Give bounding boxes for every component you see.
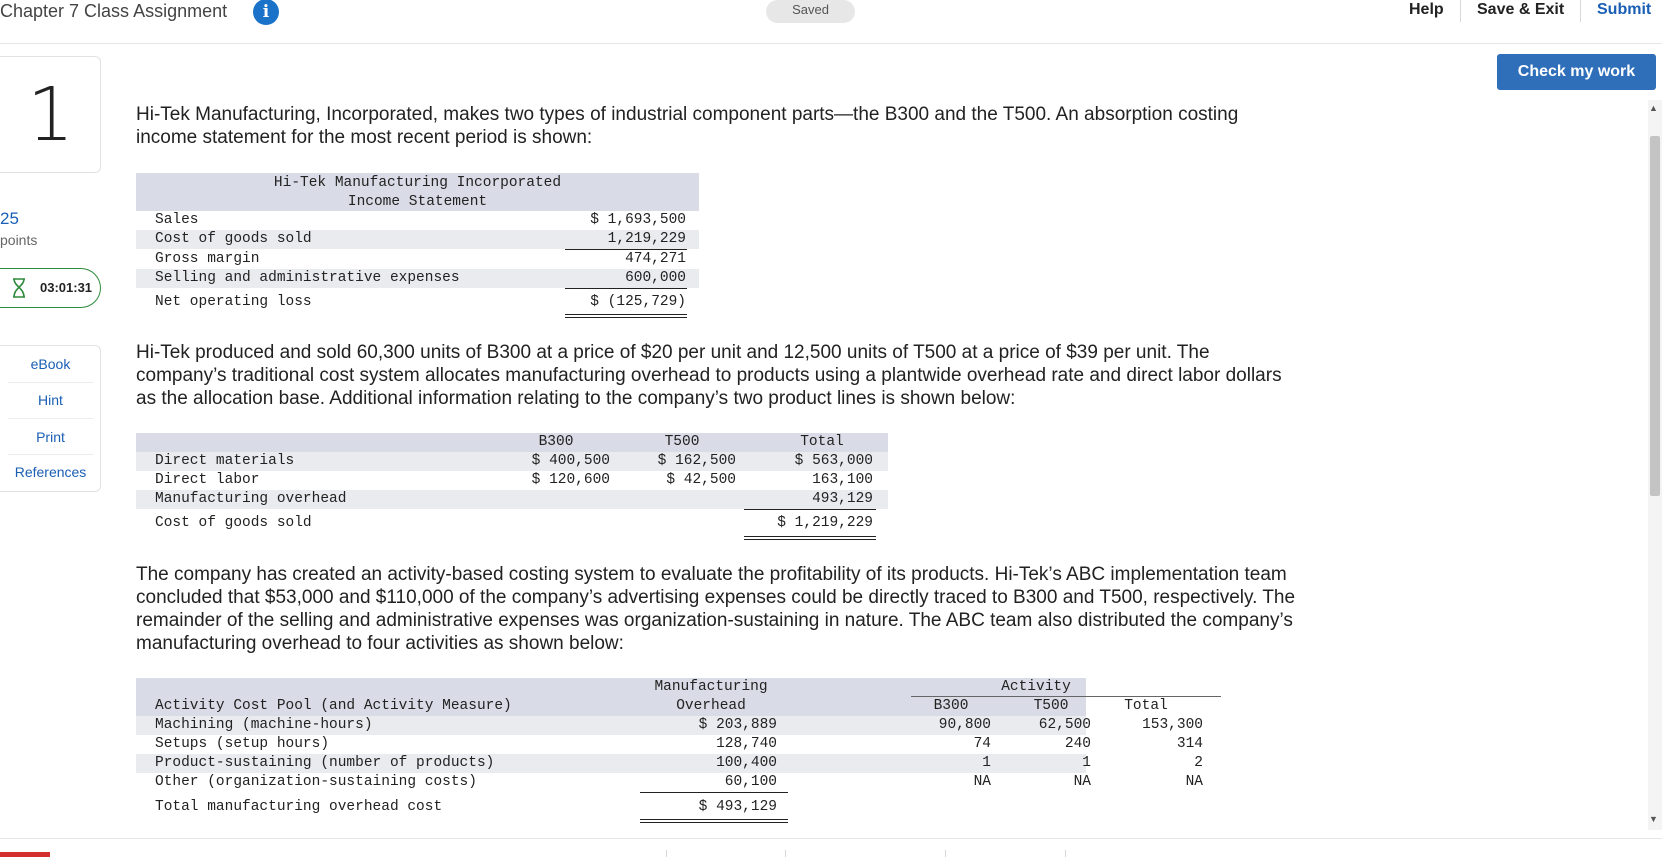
hint-link[interactable]: Hint <box>38 392 63 408</box>
header-divider <box>1580 0 1581 22</box>
table-row <box>136 230 699 249</box>
cell-t500: 1 <box>1082 755 1091 771</box>
info-icon[interactable]: i <box>253 0 279 25</box>
cell-b300: 1 <box>982 755 991 771</box>
cell-total: 314 <box>1176 736 1203 752</box>
row-label: Gross margin <box>155 251 260 267</box>
cell-t500: $ 162,500 <box>657 453 736 469</box>
question-paragraph-2: Hi-Tek produced and sold 60,300 units of B300 at a price of $20 per unit and 12,500 units of T500 at a price of $39 per unit. The company’s traditional cost system allocates manufacturing overhead to products using a plantwide overhead rate and direct labor dollars as the allocation base. Additional information relating to the company’s two product lines is shown below: <box>136 342 1282 409</box>
underline <box>640 792 788 793</box>
column-header: B300 <box>538 434 574 450</box>
table-row <box>136 269 699 288</box>
column-header: B300 <box>933 698 969 714</box>
cell-overhead: 60,100 <box>724 774 777 790</box>
cell-b300: NA <box>973 774 991 790</box>
table-row <box>136 293 699 312</box>
points-label: points <box>0 232 38 248</box>
menu-divider <box>8 418 93 419</box>
cell-b300: 74 <box>973 736 991 752</box>
table-row <box>136 716 1203 735</box>
row-value: $ 1,693,500 <box>590 212 686 228</box>
print-link[interactable]: Print <box>36 429 65 445</box>
double-underline <box>744 539 876 540</box>
table-header <box>136 173 699 211</box>
cell-b300: 90,800 <box>938 717 991 733</box>
cell-total: 163,100 <box>812 472 873 488</box>
question-paragraph-3: The company has created an activity-based costing system to evaluate the profitability of its products. Hi-Tek’s ABC implementation team concluded that $53,000 and $110,000 of the company’s advertising expenses could be directly traced to B300 and T500, respectively. The remainder of the selling and administrative expenses was organization-sustaining in nature. The ABC team also distributed the company’s manufacturing overhead to four activities as shown below: <box>136 564 1296 654</box>
company-name: Hi-Tek Manufacturing Incorporated <box>273 175 562 191</box>
scrollbar-thumb[interactable] <box>1650 136 1660 496</box>
cell-total: 493,129 <box>812 491 873 507</box>
cell-t500: 240 <box>1064 736 1091 752</box>
table-header <box>136 433 888 452</box>
ebook-link[interactable]: eBook <box>30 356 71 372</box>
row-label: Direct labor <box>155 472 260 488</box>
timer-badge <box>0 268 101 308</box>
footer-divider <box>785 850 786 857</box>
column-header: T500 <box>1033 698 1069 714</box>
footer-divider <box>945 850 946 857</box>
column-header: Manufacturing <box>654 679 768 695</box>
points-value: 25 <box>0 209 19 228</box>
footer-bar <box>0 838 1662 857</box>
row-label: Machining (machine-hours) <box>155 717 373 733</box>
cell-overhead: 100,400 <box>716 755 777 771</box>
cell-total: $ 1,219,229 <box>777 515 873 531</box>
row-label: Direct materials <box>155 453 295 469</box>
cell-total: 2 <box>1194 755 1203 771</box>
table-row <box>136 773 1203 792</box>
cell-overhead: $ 493,129 <box>698 799 777 815</box>
saved-status-badge: Saved <box>766 0 855 23</box>
cell-b300: $ 400,500 <box>531 453 610 469</box>
underline <box>565 288 687 289</box>
table-row <box>136 471 888 490</box>
underline <box>744 509 876 510</box>
cell-overhead: 128,740 <box>716 736 777 752</box>
cell-t500: 62,500 <box>1038 717 1091 733</box>
table-row <box>136 754 1203 773</box>
column-header: T500 <box>664 434 700 450</box>
question-intro: Hi-Tek Manufacturing, Incorporated, makes two types of industrial component parts—the B300 and the T500. An absorption costing income statement for the most recent period is shown: <box>136 104 1239 148</box>
row-label: Net operating loss <box>155 294 312 310</box>
menu-divider <box>8 454 93 455</box>
row-label: Cost of goods sold <box>155 515 312 531</box>
table-row <box>136 514 888 533</box>
assignment-title: Chapter 7 Class Assignment <box>0 1 228 21</box>
column-header: Activity <box>1001 679 1071 695</box>
table-row <box>136 250 699 269</box>
references-link[interactable]: References <box>14 464 87 480</box>
column-header: Total <box>800 434 844 450</box>
row-label: Cost of goods sold <box>155 231 312 247</box>
check-my-work-button[interactable]: Check my work <box>1497 54 1656 90</box>
table-row <box>136 490 888 509</box>
header-divider <box>1460 0 1461 22</box>
column-header: Total <box>1124 698 1168 714</box>
table-header <box>136 678 1168 716</box>
statement-title: Income Statement <box>347 194 488 210</box>
row-label: Selling and administrative expenses <box>155 270 460 286</box>
cell-t500: NA <box>1073 774 1091 790</box>
row-label: Manufacturing overhead <box>155 491 347 507</box>
product-cost-table <box>136 433 888 543</box>
row-label: Other (organization-sustaining costs) <box>155 774 477 790</box>
table-row <box>136 798 1086 817</box>
row-value: $ (125,729) <box>590 294 686 310</box>
cell-total: NA <box>1185 774 1203 790</box>
submit-link[interactable]: Submit <box>1597 1 1652 18</box>
double-underline <box>640 822 788 823</box>
footer-red-marker <box>0 852 50 857</box>
cell-total: $ 563,000 <box>794 453 873 469</box>
column-header: Activity Cost Pool (and Activity Measure) <box>155 698 512 714</box>
double-underline <box>565 317 687 318</box>
row-label: Product-sustaining (number of products) <box>155 755 495 771</box>
menu-divider <box>8 382 93 383</box>
question-number-card <box>0 56 101 173</box>
row-label: Total manufacturing overhead cost <box>155 799 443 815</box>
income-statement-table <box>136 173 699 318</box>
resources-menu <box>0 345 101 492</box>
cell-b300: $ 120,600 <box>531 472 610 488</box>
help-link[interactable]: Help <box>1409 1 1444 18</box>
row-value: 1,219,229 <box>607 231 686 247</box>
double-underline <box>744 536 876 537</box>
table-row <box>136 452 888 471</box>
scroll-down-icon[interactable]: ▼ <box>1649 814 1658 824</box>
hourglass-icon <box>12 278 26 298</box>
cell-t500: $ 42,500 <box>666 472 736 488</box>
double-underline <box>565 314 687 315</box>
table-row <box>136 211 699 230</box>
cell-overhead: $ 203,889 <box>698 717 777 733</box>
footer-divider <box>666 850 667 857</box>
header-rule <box>911 696 1221 697</box>
save-exit-link[interactable]: Save & Exit <box>1477 1 1565 18</box>
table-row <box>136 735 1203 754</box>
timer-text: 03:01:31 <box>40 280 93 295</box>
activity-cost-table <box>136 678 1203 826</box>
question-number: 1 <box>26 72 75 158</box>
row-value: 474,271 <box>625 251 686 267</box>
scroll-up-icon[interactable]: ▲ <box>1649 103 1658 113</box>
row-label: Sales <box>155 212 199 228</box>
footer-divider <box>1065 850 1066 857</box>
row-value: 600,000 <box>625 270 686 286</box>
row-label: Setups (setup hours) <box>155 736 330 752</box>
cell-total: 153,300 <box>1142 717 1203 733</box>
column-header: Overhead <box>676 698 746 714</box>
top-bar <box>0 0 1662 44</box>
double-underline <box>640 819 788 820</box>
